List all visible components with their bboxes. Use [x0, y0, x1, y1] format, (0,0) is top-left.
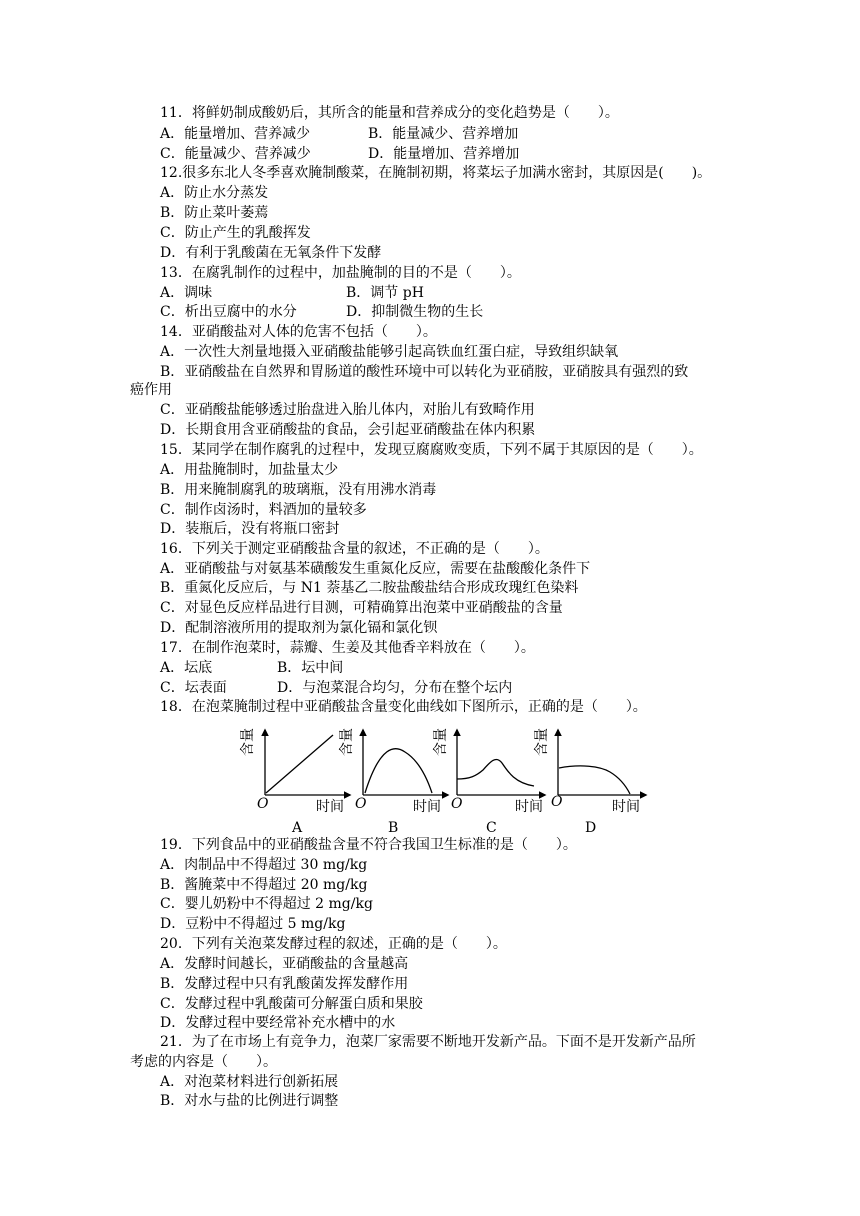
graph-d-ylabel: 含量 [534, 728, 550, 756]
question-17-option-c: C．坛表面 [160, 680, 227, 696]
question-15-option-c: C．制作卤汤时，料酒加的量较多 [160, 502, 367, 518]
graph-b-origin: O [355, 796, 367, 812]
question-19-stem: 19．下列食品中的亚硝酸盐含量不符合我国卫生标准的是（ ）。 [160, 837, 577, 853]
question-16-stem: 16．下列关于测定亚硝酸盐含量的叙述，不正确的是（ ）。 [160, 541, 549, 557]
question-11-option-d: D．能量增加、营养增加 [368, 146, 520, 162]
question-15-stem: 15．某同学在制作腐乳的过程中，发现豆腐腐败变质，下列不属于其原因的是（ ）。 [160, 442, 703, 458]
curve-d [559, 766, 630, 794]
question-16-option-c: C．对显色反应样品进行目测，可精确算出泡菜中亚硝酸盐的含量 [160, 600, 563, 616]
question-19-option-b: B．酱腌菜中不得超过 20 mg/kg [160, 877, 368, 893]
question-20-option-a: A．发酵时间越长，亚硝酸盐的含量越高 [160, 956, 409, 972]
question-19-option-c: C．婴儿奶粉中不得超过 2 mg/kg [160, 896, 373, 912]
question-13-option-d: D．抑制微生物的生长 [346, 304, 484, 320]
graph-a [240, 728, 350, 836]
question-13-option-a: A．调味 [160, 285, 213, 301]
question-12-option-a: A．防止水分蒸发 [160, 185, 269, 201]
question-18-stem: 18．在泡菜腌制过程中亚硝酸盐含量变化曲线如下图所示，正确的是（ ）。 [160, 699, 647, 715]
graph-d-label: D [585, 820, 597, 836]
question-14-option-c: C．亚硝酸盐能够透过胎盘进入胎儿体内，对胎儿有致畸作用 [160, 402, 535, 418]
question-15-option-a: A．用盐腌制时，加盐量太少 [160, 462, 339, 478]
question-21-stem-line2: 考虑的内容是（ ）。 [130, 1054, 277, 1070]
graph-b [339, 728, 448, 836]
question-12-option-b: B．防止菜叶萎蔫 [160, 205, 269, 221]
graph-a-origin: O [257, 796, 269, 812]
question-14-option-d: D．长期食用含亚硝酸盐的食品，会引起亚硝酸盐在体内积累 [160, 422, 536, 438]
graph-b-ylabel: 含量 [339, 728, 355, 756]
question-14-option-b-line2: 癌作用 [130, 382, 172, 398]
graph-b-xlabel: 时间 [413, 799, 441, 815]
question-14-stem: 14．亚硝酸盐对人体的危害不包括（ ）。 [160, 324, 437, 340]
graph-d [534, 728, 646, 836]
graph-b-label: B [388, 820, 399, 836]
question-19-option-d: D．豆粉中不得超过 5 mg/kg [160, 916, 346, 932]
graph-c-ylabel: 含量 [433, 728, 449, 756]
curve-c [457, 759, 534, 786]
question-21-stem-line1: 21．为了在市场上有竞争力，泡菜厂家需要不断地开发新产品。下面不是开发新产品所 [160, 1034, 696, 1050]
question-13-option-b: B．调节 pH [346, 285, 424, 301]
question-11-stem: 11．将鲜奶制成酸奶后，其所含的能量和营养成分的变化趋势是（ ）。 [160, 105, 619, 121]
question-14-option-a: A．一次性大剂量地摄入亚硝酸盐能够引起高铁血红蛋白症，导致组织缺氧 [160, 344, 619, 360]
graph-d-origin: O [551, 794, 563, 810]
question-16-option-a: A．亚硝酸盐与对氨基苯磺酸发生重氮化反应，需要在盐酸酸化条件下 [160, 561, 591, 577]
question-20-option-c: C．发酵过程中乳酸菌可分解蛋白质和果胶 [160, 996, 423, 1012]
question-16-option-d: D．配制溶液所用的提取剂为氯化镉和氯化钡 [160, 620, 438, 636]
question-16-option-b: B．重氮化反应后，与 N1 萘基乙二胺盐酸盐结合形成玫瑰红色染料 [160, 580, 579, 596]
question-20-stem: 20．下列有关泡菜发酵过程的叙述，正确的是（ ）。 [160, 936, 507, 952]
graph-c-label: C [486, 820, 497, 836]
question-20-option-b: B．发酵过程中只有乳酸菌发挥发酵作用 [160, 976, 409, 992]
question-17-option-d: D．与泡菜混合均匀，分布在整个坛内 [277, 680, 513, 696]
graph-a-xlabel: 时间 [316, 799, 344, 815]
graph-c-xlabel: 时间 [515, 799, 543, 815]
question-15-option-d: D．装瓶后，没有将瓶口密封 [160, 521, 340, 537]
question-11-option-c: C．能量减少、营养减少 [160, 146, 311, 162]
curve-a [266, 735, 333, 793]
curve-b [365, 749, 432, 793]
question-15-option-b: B．用来腌制腐乳的玻璃瓶，没有用沸水消毒 [160, 482, 437, 498]
graph-c-origin: O [451, 796, 463, 812]
question-21-option-b: B．对水与盐的比例进行调整 [160, 1093, 339, 1109]
graph-c [433, 728, 545, 836]
question-12-option-d: D．有利于乳酸菌在无氧条件下发酵 [160, 245, 382, 261]
question-17-option-a: A．坛底 [160, 660, 213, 676]
question-12-stem: 12.很多东北人冬季喜欢腌制酸菜，在腌制初期，将菜坛子加满水密封，其原因是( )。 [160, 165, 712, 181]
question-11-option-b: B．能量减少、营养增加 [368, 126, 519, 142]
graph-d-xlabel: 时间 [612, 799, 640, 815]
question-17-option-b: B．坛中间 [277, 660, 344, 676]
question-11-option-a: A．能量增加、营养减少 [160, 126, 311, 142]
question-12-option-c: C．防止产生的乳酸挥发 [160, 225, 311, 241]
graph-a-label: A [292, 820, 303, 836]
question-19-option-a: A．肉制品中不得超过 30 mg/kg [160, 857, 368, 873]
question-17-stem: 17．在制作泡菜时，蒜瓣、生姜及其他香辛料放在（ ）。 [160, 640, 535, 656]
question-21-option-a: A．对泡菜材料进行创新拓展 [160, 1074, 339, 1090]
question-20-option-d: D．发酵过程中要经常补充水槽中的水 [160, 1015, 396, 1031]
question-14-option-b-line1: B．亚硝酸盐在自然界和胃肠道的酸性环境中可以转化为亚硝胺，亚硝胺具有强烈的致 [160, 364, 689, 380]
question-13-option-c: C．析出豆腐中的水分 [160, 304, 297, 320]
question-13-stem: 13．在腐乳制作的过程中，加盐腌制的目的不是（ ）。 [160, 265, 521, 281]
graph-a-ylabel: 含量 [240, 728, 256, 756]
